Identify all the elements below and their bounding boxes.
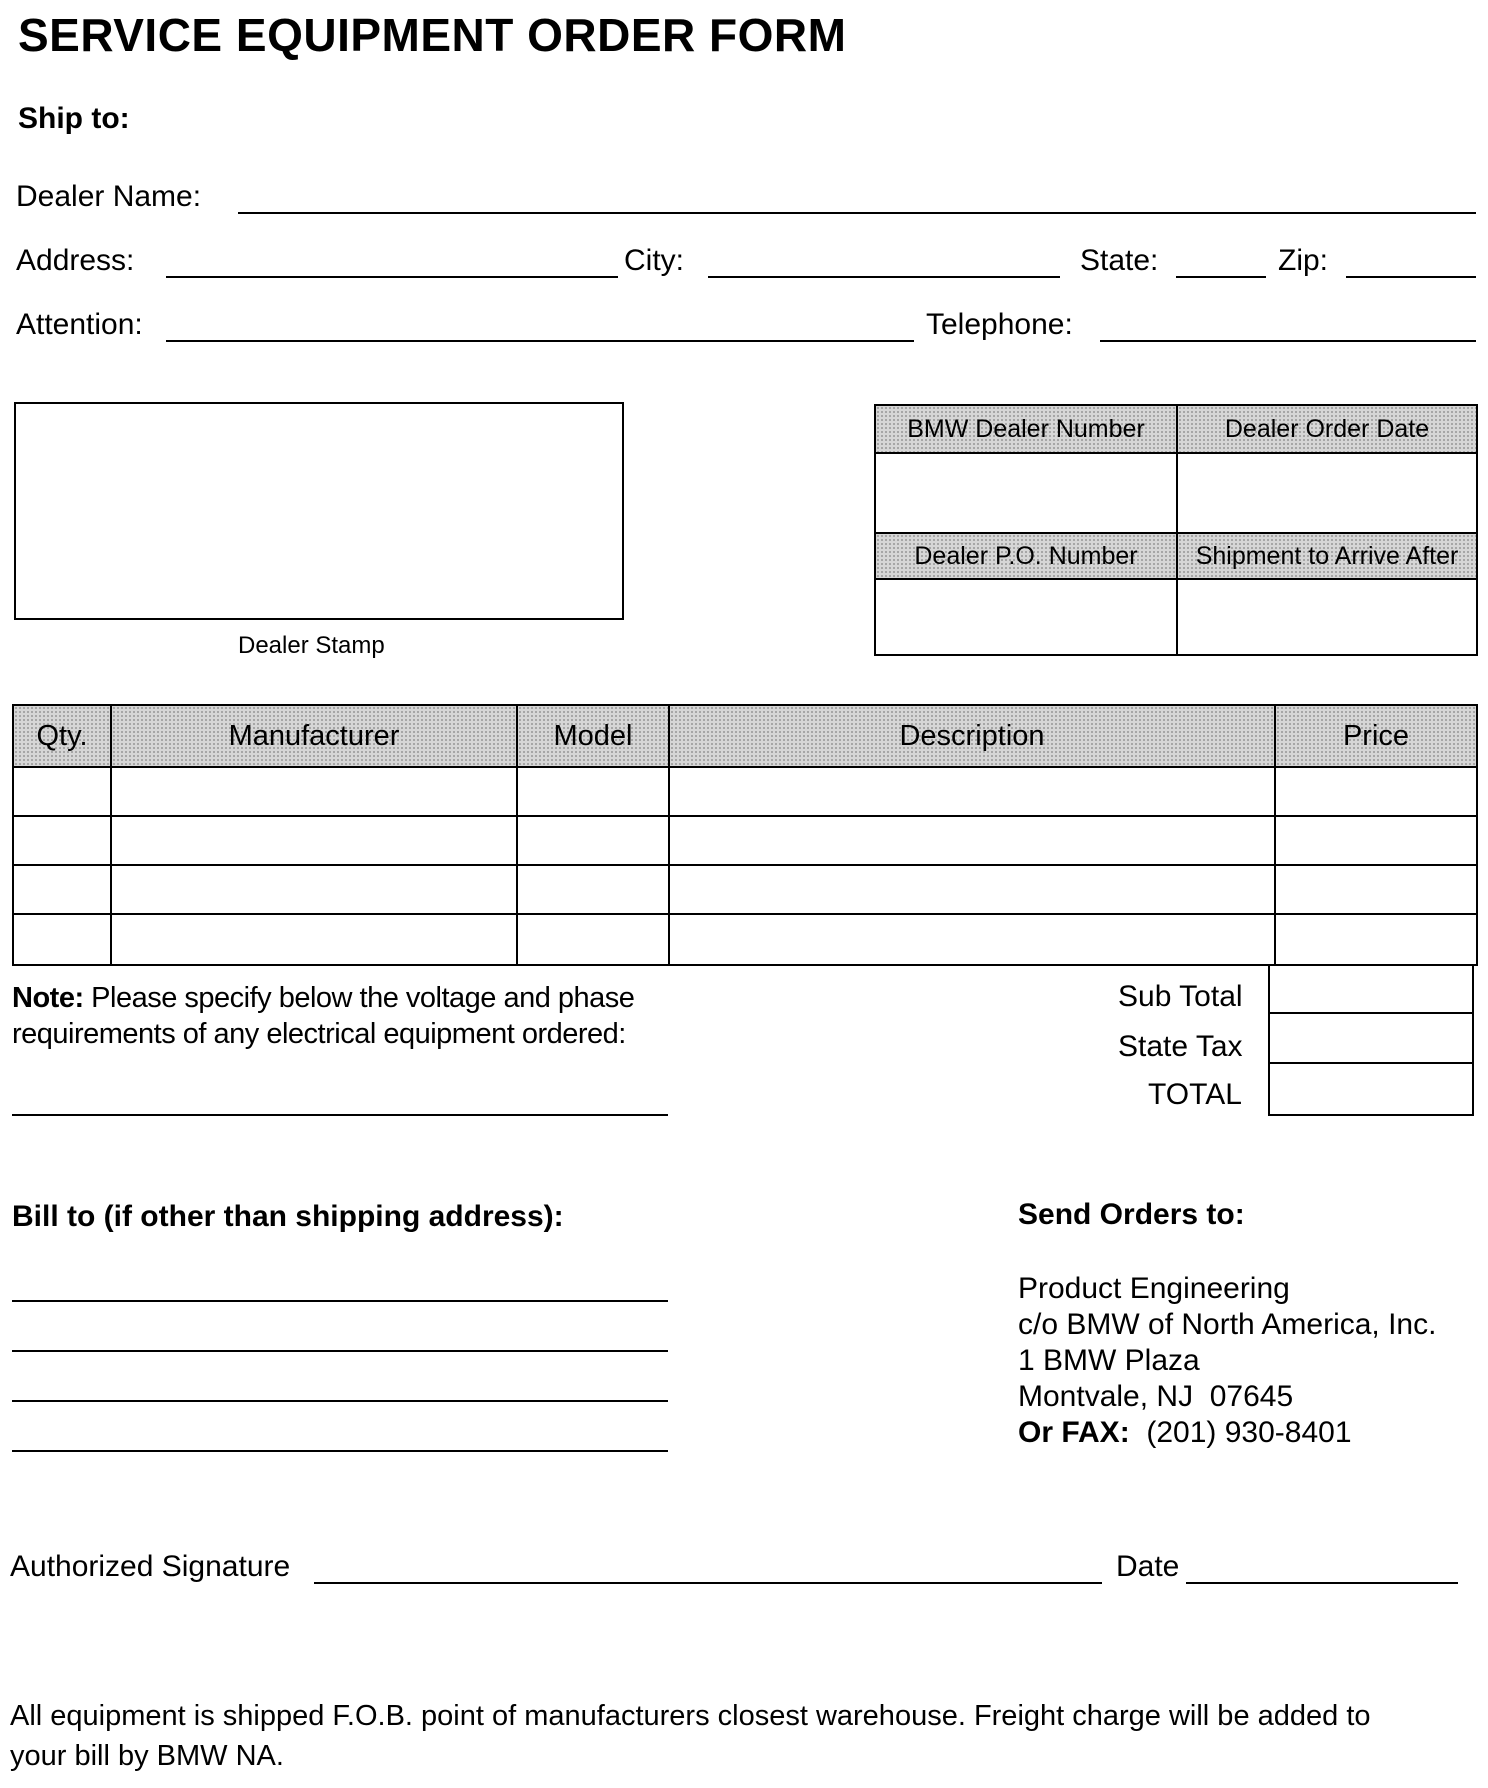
bill-to-heading: Bill to (if other than shipping address): xyxy=(12,1200,564,1233)
column-divider xyxy=(1274,768,1276,964)
dealer-order-date-header: Dealer Order Date xyxy=(1178,406,1476,454)
authorized-signature-field[interactable] xyxy=(314,1582,1102,1584)
authorized-signature-label: Authorized Signature xyxy=(10,1550,291,1583)
state-tax-field[interactable] xyxy=(1270,1014,1472,1064)
send-orders-fax xyxy=(1018,1416,1352,1450)
send-orders-line-3: 1 BMW Plaza xyxy=(1018,1344,1200,1377)
order-table-body xyxy=(14,768,1476,964)
column-divider xyxy=(668,768,670,964)
column-header-model: Model xyxy=(518,706,670,768)
sub-total-label: Sub Total xyxy=(1118,980,1243,1013)
send-orders-heading: Send Orders to: xyxy=(1018,1198,1245,1231)
note-line-1 xyxy=(12,982,634,1015)
totals-box xyxy=(1268,964,1474,1116)
zip-field[interactable] xyxy=(1346,276,1476,278)
attention-label: Attention: xyxy=(16,308,143,341)
bmw-dealer-number-header: BMW Dealer Number xyxy=(876,406,1178,454)
bill-to-line-2[interactable] xyxy=(12,1350,668,1352)
table-row[interactable] xyxy=(14,817,1476,866)
dealer-stamp-label: Dealer Stamp xyxy=(238,632,385,659)
footer-line-2: your bill by BMW NA. xyxy=(10,1740,284,1772)
city-label: City: xyxy=(624,244,684,277)
shipment-arrive-after-header: Shipment to Arrive After xyxy=(1178,532,1476,580)
fax-label: Or FAX: xyxy=(1018,1416,1130,1449)
total-field[interactable] xyxy=(1270,1064,1472,1114)
shipment-arrive-after-field[interactable] xyxy=(1178,580,1476,654)
dealer-name-field[interactable] xyxy=(238,212,1476,214)
ship-to-heading: Ship to: xyxy=(18,102,130,135)
table-row[interactable] xyxy=(14,866,1476,915)
footer-line-1: All equipment is shipped F.O.B. point of manufacturers closest warehouse. Freight charge will be added to xyxy=(10,1700,1371,1732)
state-field[interactable] xyxy=(1176,276,1266,278)
note-prefix: Note: xyxy=(12,982,84,1014)
dealer-stamp-box[interactable] xyxy=(14,402,624,620)
fax-number: (201) 930-8401 xyxy=(1146,1416,1352,1449)
note-line-2: requirements of any electrical equipment ordered: xyxy=(12,1018,626,1050)
column-header-qty: Qty. xyxy=(14,706,112,768)
date-label: Date xyxy=(1116,1550,1180,1583)
city-field[interactable] xyxy=(708,276,1060,278)
voltage-requirements-field[interactable] xyxy=(12,1114,668,1116)
table-row[interactable] xyxy=(14,768,1476,817)
bill-to-line-4[interactable] xyxy=(12,1450,668,1452)
attention-field[interactable] xyxy=(166,340,914,342)
note-text-1: Please specify below the voltage and phase xyxy=(83,982,635,1014)
telephone-field[interactable] xyxy=(1100,340,1476,342)
bill-to-line-1[interactable] xyxy=(12,1300,668,1302)
state-label: State: xyxy=(1080,244,1159,277)
send-orders-line-1: Product Engineering xyxy=(1018,1272,1290,1305)
zip-label: Zip: xyxy=(1278,244,1329,277)
telephone-label: Telephone: xyxy=(926,308,1073,341)
dealer-name-label: Dealer Name: xyxy=(16,180,202,213)
send-orders-line-2: c/o BMW of North America, Inc. xyxy=(1018,1308,1437,1341)
column-header-price: Price xyxy=(1276,706,1476,768)
date-field[interactable] xyxy=(1186,1582,1458,1584)
address-field[interactable] xyxy=(166,276,618,278)
total-label: TOTAL xyxy=(1148,1078,1242,1111)
column-divider xyxy=(110,768,112,964)
sub-total-field[interactable] xyxy=(1270,964,1472,1014)
column-header-manufacturer: Manufacturer xyxy=(112,706,518,768)
table-row[interactable] xyxy=(14,915,1476,964)
bill-to-line-3[interactable] xyxy=(12,1400,668,1402)
dealer-po-number-header: Dealer P.O. Number xyxy=(876,532,1178,580)
address-label: Address: xyxy=(16,244,135,277)
dealer-info-grid xyxy=(874,404,1478,656)
column-divider xyxy=(516,768,518,964)
form-title: SERVICE EQUIPMENT ORDER FORM xyxy=(18,9,847,61)
column-header-description: Description xyxy=(670,706,1276,768)
bmw-dealer-number-field[interactable] xyxy=(876,454,1178,532)
order-table xyxy=(12,704,1478,966)
state-tax-label: State Tax xyxy=(1118,1030,1243,1063)
send-orders-line-4: Montvale, NJ 07645 xyxy=(1018,1380,1294,1413)
dealer-po-number-field[interactable] xyxy=(876,580,1178,654)
dealer-order-date-field[interactable] xyxy=(1178,454,1476,532)
